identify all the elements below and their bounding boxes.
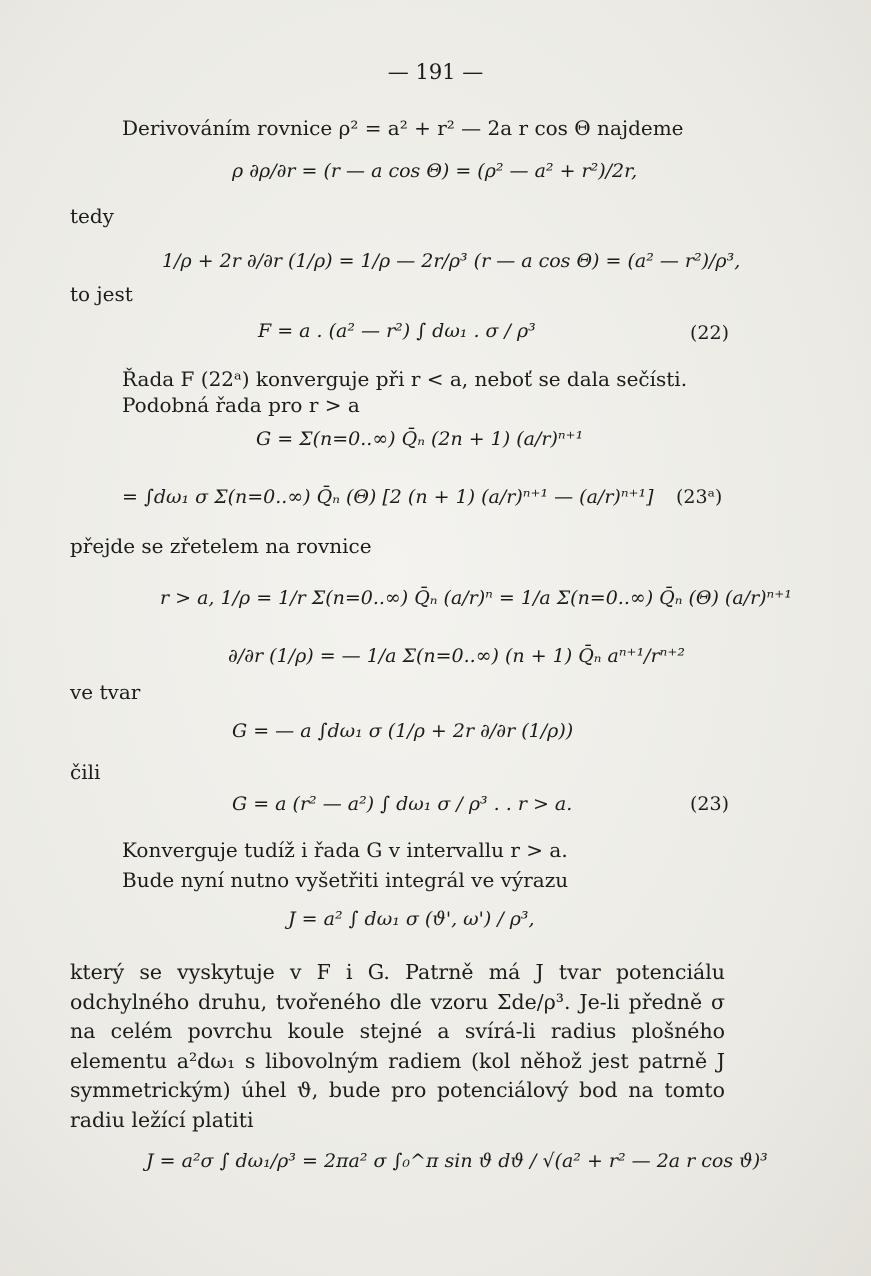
text-konverguje: Konverguje tudíž i řada G v intervallu r > a. <box>122 838 568 862</box>
text-bude: Bude nyní nutno vyšetřiti integrál ve výrazu <box>122 868 569 892</box>
equation-F: F = a . (a² — r²) ∫ dω₁ . σ / ρ³ <box>258 320 536 342</box>
label-to-jest: to jest <box>70 282 133 306</box>
equation-identity: 1/ρ + 2r ∂/∂r (1/ρ) = 1/ρ — 2r/ρ³ (r — a cos Θ) = (a² — r²)/ρ³, <box>162 250 741 272</box>
paragraph-potencial <box>70 958 725 1135</box>
equation-G-integral: = ∫dω₁ σ Σ(n=0..∞) Q̄ₙ (Θ) [2 (n + 1) (a/r)ⁿ⁺¹ — (a/r)ⁿ⁺¹] <box>122 486 654 508</box>
equation-derivative: ρ ∂ρ/∂r = (r — a cos Θ) = (ρ² — a² + r²)/2r, <box>232 160 638 182</box>
text-podobna-rada: Podobná řada pro r > a <box>122 393 360 417</box>
equation-partial: ∂/∂r (1/ρ) = — 1/a Σ(n=0..∞) (n + 1) Q̄ₙ aⁿ⁺¹/rⁿ⁺² <box>228 645 686 667</box>
equation-expansion: r > a, 1/ρ = 1/r Σ(n=0..∞) Q̄ₙ (a/r)ⁿ = 1/a Σ(n=0..∞) Q̄ₙ (Θ) (a/r)ⁿ⁺¹ <box>160 587 792 609</box>
equation-number-23a: (23ᵃ) <box>676 486 723 508</box>
label-cili: čili <box>70 760 101 784</box>
equation-J-integral: J = a²σ ∫ dω₁/ρ³ = 2πa² σ ∫₀^π sin ϑ dϑ / √(a² + r² — 2a r cos ϑ)³ <box>146 1150 768 1172</box>
label-tedy: tedy <box>70 204 114 228</box>
equation-G-form: G = — a ∫dω₁ σ (1/ρ + 2r ∂/∂r (1/ρ)) <box>232 720 574 742</box>
page-number: — 191 — <box>387 60 484 84</box>
paragraph-text: který se vyskytuje v F i G. Patrně má J tvar potenciálu odchylného druhu, tvořeného dle vzoru Σde/ρ³. Je-li předně σ na celém povrchu koule stejné a svírá-li radius plošného elementu a²dω₁ s libovolným radiem (kol něhož jest patrně J symmetrickým) úhel ϑ, bude pro potenciálový bod na tomto radiu ležící platiti <box>70 960 725 1132</box>
text-rada-konverguje: Řada F (22ᵃ) konverguje při r < a, neboť se dala sečísti. <box>122 367 688 391</box>
equation-number-23: (23) <box>690 793 730 815</box>
label-ve-tvar: ve tvar <box>70 680 141 704</box>
text-prejde: přejde se zřetelem na rovnice <box>70 534 372 558</box>
equation-J: J = a² ∫ dω₁ σ (ϑ', ω') / ρ³, <box>288 908 535 930</box>
equation-G-series: G = Σ(n=0..∞) Q̄ₙ (2n + 1) (a/r)ⁿ⁺¹ <box>256 428 584 450</box>
intro-line: Derivováním rovnice ρ² = a² + r² — 2a r cos Θ najdeme <box>122 116 684 140</box>
equation-number-22: (22) <box>690 322 730 344</box>
equation-G-result: G = a (r² — a²) ∫ dω₁ σ / ρ³ . . r > a. <box>232 793 573 815</box>
